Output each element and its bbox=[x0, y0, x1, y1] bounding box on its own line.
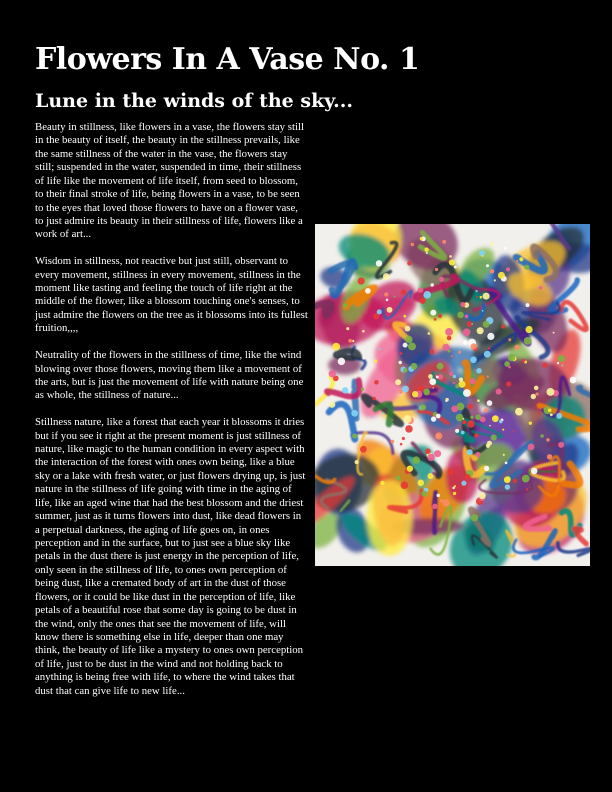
paint-dot bbox=[420, 404, 426, 410]
paint-dot bbox=[358, 277, 365, 284]
paint-dot bbox=[329, 370, 336, 377]
paint-dot bbox=[470, 416, 473, 419]
paint-dot bbox=[432, 387, 434, 389]
paint-dot bbox=[502, 429, 504, 431]
paint-dot bbox=[421, 491, 427, 497]
paragraph: Wisdom in stillness, not reactive but just still, observant to every movement, stillness in every movement, stillness in the moment like tasting and feeling the touch of life right at the middle of the flower, like a blossom touching one's senses, to just admire the flowers on the tree as it blossoms into its fullest fruition,,,, bbox=[35, 255, 308, 335]
paint-dot bbox=[524, 337, 532, 345]
paint-dot bbox=[499, 420, 502, 423]
paint-dot bbox=[550, 413, 553, 416]
paint-dot bbox=[560, 355, 563, 358]
paint-dot bbox=[461, 431, 465, 435]
paint-dot bbox=[519, 257, 523, 261]
paint-dot bbox=[431, 416, 436, 421]
paint-blob bbox=[366, 480, 412, 556]
paint-dot bbox=[398, 361, 401, 364]
poem-body bbox=[35, 121, 308, 711]
paint-dot bbox=[477, 327, 484, 334]
paint-dot bbox=[403, 315, 406, 318]
paint-dot bbox=[424, 248, 428, 252]
paint-dot bbox=[491, 434, 497, 440]
paint-dot bbox=[449, 255, 452, 258]
paint-dot bbox=[525, 326, 532, 333]
painting-image bbox=[315, 224, 590, 566]
paint-dot bbox=[407, 465, 413, 471]
page-subtitle: Lune in the winds of the sky... bbox=[35, 90, 353, 112]
paint-dot bbox=[547, 388, 555, 396]
paint-dot bbox=[514, 345, 519, 350]
paint-dot bbox=[522, 475, 530, 483]
paint-dot bbox=[480, 296, 483, 299]
paint-dot bbox=[553, 332, 555, 334]
paint-dot bbox=[382, 412, 384, 414]
paint-dot bbox=[371, 416, 373, 418]
paint-dot bbox=[400, 352, 403, 355]
paint-dot bbox=[506, 267, 510, 271]
paint-dot bbox=[338, 358, 345, 365]
paint-dot bbox=[512, 431, 514, 433]
paint-dot bbox=[383, 273, 390, 280]
paint-dot bbox=[474, 433, 479, 438]
paint-dot bbox=[436, 494, 440, 498]
paint-dot bbox=[476, 290, 478, 292]
paint-dot bbox=[504, 361, 510, 367]
paint-dot bbox=[475, 414, 481, 420]
paint-dot bbox=[484, 351, 491, 358]
paint-dot bbox=[488, 347, 491, 350]
paint-dot bbox=[487, 333, 494, 340]
paint-dot bbox=[455, 429, 459, 433]
paint-dot bbox=[448, 469, 454, 475]
paint-dot bbox=[418, 480, 425, 487]
paint-dot bbox=[461, 481, 466, 486]
paint-dot bbox=[508, 354, 515, 361]
paint-dot bbox=[407, 261, 411, 265]
paint-dot bbox=[390, 440, 394, 444]
paint-dot bbox=[460, 302, 465, 307]
paint-dot bbox=[343, 303, 348, 308]
paint-dot bbox=[439, 277, 444, 282]
paint-dot bbox=[427, 332, 430, 335]
paint-dot bbox=[403, 343, 408, 348]
paint-dot bbox=[542, 362, 548, 368]
paint-dot bbox=[471, 514, 478, 521]
paint-dot bbox=[482, 255, 484, 257]
paint-dot bbox=[463, 328, 471, 336]
paint-dot bbox=[453, 382, 455, 384]
paint-dot bbox=[418, 287, 424, 293]
paint-dot bbox=[455, 384, 459, 388]
paint-dot bbox=[434, 450, 441, 457]
paint-dot bbox=[467, 404, 473, 410]
abstract-painting bbox=[315, 224, 590, 566]
paint-dot bbox=[412, 456, 420, 464]
paint-dot bbox=[531, 468, 538, 475]
paint-dot bbox=[393, 295, 395, 297]
paint-dot bbox=[449, 372, 453, 376]
paint-dot bbox=[539, 286, 543, 290]
paint-dot bbox=[506, 381, 511, 386]
paint-dot bbox=[558, 442, 564, 448]
paint-dot bbox=[374, 380, 379, 385]
paint-dot bbox=[372, 397, 375, 400]
paragraph: Neutrality of the flowers in the stillness of time, like the wind blowing over those flowers, moving them like a movement of the arts, but is just the movement of life with nature being one as whole, the stillness of nature... bbox=[35, 349, 304, 402]
paint-dot bbox=[401, 289, 407, 295]
paint-dot bbox=[546, 438, 550, 442]
paint-dot bbox=[448, 350, 451, 353]
paint-dot bbox=[362, 330, 365, 333]
paint-dot bbox=[513, 479, 517, 483]
paint-dot bbox=[548, 408, 552, 412]
paint-dot bbox=[451, 355, 453, 357]
paint-dot bbox=[431, 283, 434, 286]
paint-dot bbox=[515, 408, 523, 416]
paint-dot bbox=[504, 476, 511, 483]
paint-dot bbox=[405, 326, 411, 332]
paint-dot bbox=[428, 374, 433, 379]
paint-dot bbox=[471, 343, 477, 349]
paint-dot bbox=[404, 415, 412, 423]
paint-dot bbox=[489, 425, 491, 427]
paint-dot bbox=[452, 487, 455, 490]
paint-dot bbox=[395, 379, 401, 385]
paint-dot bbox=[462, 420, 466, 424]
paint-dot bbox=[522, 359, 525, 362]
paint-dot bbox=[412, 391, 419, 398]
paint-dot bbox=[526, 303, 530, 307]
paint-dot bbox=[458, 351, 461, 354]
paint-dot bbox=[405, 425, 413, 433]
paint-dot bbox=[557, 362, 559, 364]
paint-dot bbox=[436, 414, 441, 419]
paint-dot bbox=[465, 315, 469, 319]
paint-dot bbox=[462, 418, 464, 420]
paint-dot bbox=[411, 243, 415, 247]
paint-dot bbox=[529, 421, 532, 424]
paragraph: Beauty in stillness, like flowers in a vase, the flowers stay still in the beauty of itself, the beauty in the stillness prevails, like the same stillness of the water in the vase, the flowers stay still; suspended in the water, suspended in time, their stillness of life like the movement of life itself, from seed to blossom, to their final stroke of life, being flowers in a vase, to be seen to the eyes that loved those flowers to have on a flower vase, to just admire its beauty in their stillness of life, flowers like a work of art... bbox=[35, 121, 304, 241]
paint-dot bbox=[377, 309, 382, 314]
paint-dot bbox=[463, 340, 468, 345]
paint-dot bbox=[456, 414, 464, 422]
paint-dot bbox=[457, 312, 464, 319]
paint-dot bbox=[465, 474, 471, 480]
paint-dot bbox=[505, 484, 510, 489]
paint-dot bbox=[425, 448, 431, 454]
paint-dot bbox=[498, 272, 505, 279]
paint-dot bbox=[379, 348, 381, 350]
paint-dot bbox=[524, 265, 529, 270]
paint-dot bbox=[447, 336, 452, 341]
paint-dot bbox=[437, 363, 444, 370]
paint-dot bbox=[445, 328, 453, 336]
paint-dot bbox=[402, 386, 409, 393]
paint-dot bbox=[438, 314, 442, 318]
paint-dot bbox=[387, 307, 393, 313]
paint-dot bbox=[430, 310, 436, 316]
paint-dot bbox=[483, 321, 490, 328]
paint-dot bbox=[355, 460, 359, 464]
paint-dot bbox=[332, 343, 340, 351]
paint-dot bbox=[471, 323, 473, 325]
paint-dot bbox=[408, 343, 416, 351]
paint-stroke bbox=[434, 492, 436, 533]
paint-dot bbox=[526, 488, 528, 490]
paint-dot bbox=[484, 408, 488, 412]
paint-dot bbox=[403, 368, 408, 373]
paint-dot bbox=[470, 378, 476, 384]
paint-dot bbox=[445, 400, 447, 402]
paint-dot bbox=[405, 336, 412, 343]
paint-dot bbox=[360, 446, 367, 453]
paint-dot bbox=[362, 357, 364, 359]
paint-dot bbox=[380, 481, 384, 485]
paint-dot bbox=[508, 338, 511, 341]
paint-dot bbox=[547, 454, 553, 460]
paragraph: Stillness nature, like a forest that each year it blossoms it dries but if you see it right at the present moment is just stillness of nature, like magic to the human condition in every aspect with the interaction of the forest with ones own being, like a blue sky or a lake with fresh water, or just flowers drying up, is just nature in the stillness of life going with time in the aging of life, like an aged wine that had the best blossom and the driest summer, just as it turns flowers into dust, like dead flowers in a perpetual darkness, the aging of life goes on, in ones perception and in the surface, but to just see a blue sky like petals in the dust there is just energy in the perception of life, only seen in the stillness of life, to ones own perception of being dust, like a cremated body of art in the dust of those flowers, or it could be like dust in the perception of life, like petals of a beautiful rose that some day is going to be dust in the wind, only the ones that see the movement of life, will know there is something else in life, deeper than one may think, the beauty of life like a mystery to ones own perception of life, just to be dust in the wind and not holding back to anything is being free with life, to where the wind takes that dust that can give life to new life... bbox=[35, 416, 306, 697]
paint-dot bbox=[402, 437, 405, 440]
paint-dot bbox=[482, 310, 484, 312]
paint-dot bbox=[505, 461, 508, 464]
paint-dot bbox=[411, 363, 418, 370]
paint-dot bbox=[423, 389, 430, 396]
paint-dot bbox=[352, 433, 357, 438]
paint-dot bbox=[442, 499, 449, 506]
paint-dot bbox=[355, 375, 357, 377]
paint-dot bbox=[561, 365, 563, 367]
paint-dot bbox=[556, 413, 562, 419]
paint-dot bbox=[454, 266, 457, 269]
paint-dot bbox=[379, 277, 381, 279]
paint-dot bbox=[453, 492, 456, 495]
paint-dot bbox=[342, 387, 348, 393]
paint-dot bbox=[535, 393, 538, 396]
paint-dot bbox=[384, 292, 388, 296]
paint-dot bbox=[487, 441, 492, 446]
paint-dot bbox=[496, 389, 502, 395]
paint-dot bbox=[463, 389, 471, 397]
paint-dot bbox=[540, 434, 544, 438]
paint-dot bbox=[476, 296, 478, 298]
paint-dot bbox=[487, 400, 493, 406]
paint-dot bbox=[436, 376, 439, 379]
paint-dot bbox=[352, 340, 354, 342]
paint-dot bbox=[467, 420, 474, 427]
paint-dot bbox=[392, 423, 394, 425]
paint-dot bbox=[329, 401, 335, 407]
paint-dot bbox=[426, 252, 428, 254]
paint-dot bbox=[504, 247, 507, 250]
paint-dot bbox=[423, 291, 431, 299]
paint-dot bbox=[528, 443, 535, 450]
paint-dot bbox=[467, 449, 473, 455]
paint-dot bbox=[458, 381, 465, 388]
paint-dot bbox=[501, 325, 505, 329]
paint-dot bbox=[351, 410, 358, 417]
paint-dot bbox=[570, 377, 577, 384]
paint-dot bbox=[451, 405, 458, 412]
paint-dot bbox=[486, 264, 489, 267]
paint-dot bbox=[516, 260, 518, 262]
paint-dot bbox=[376, 260, 382, 266]
paint-dot bbox=[491, 242, 494, 245]
paint-dot bbox=[435, 268, 438, 271]
paint-dot bbox=[427, 473, 433, 479]
paint-dot bbox=[503, 454, 505, 456]
paint-dot bbox=[365, 288, 371, 294]
paint-dot bbox=[470, 357, 477, 364]
paint-dot bbox=[374, 359, 377, 362]
paint-dot bbox=[453, 375, 456, 378]
paint-dot bbox=[484, 466, 489, 471]
paint-dot bbox=[420, 237, 423, 240]
paint-dot bbox=[442, 240, 446, 244]
paint-dot bbox=[475, 452, 480, 457]
paint-dot bbox=[476, 368, 482, 374]
paint-dot bbox=[400, 443, 403, 446]
paint-dot bbox=[361, 388, 364, 391]
paint-dot bbox=[401, 481, 409, 489]
page-title: Flowers In A Vase No. 1 bbox=[35, 42, 420, 77]
paint-dot bbox=[531, 394, 536, 399]
paint-dot bbox=[487, 376, 489, 378]
paint-dot bbox=[459, 377, 463, 381]
paint-dot bbox=[434, 318, 437, 321]
paint-dot bbox=[490, 269, 494, 273]
paint-dot bbox=[430, 350, 435, 355]
paint-dot bbox=[474, 369, 476, 371]
paint-dot bbox=[492, 415, 499, 422]
paint-dot bbox=[427, 454, 435, 462]
paint-dot bbox=[386, 299, 389, 302]
paint-dot bbox=[534, 386, 539, 391]
paint-dot bbox=[396, 476, 401, 481]
paint-dot bbox=[509, 348, 511, 350]
paint-dot bbox=[346, 327, 349, 330]
paint-dot bbox=[479, 492, 486, 499]
paint-dot bbox=[435, 432, 442, 439]
paint-dot bbox=[420, 298, 426, 304]
paint-dot bbox=[432, 504, 437, 509]
paint-dot bbox=[348, 339, 352, 343]
paint-dot bbox=[429, 378, 436, 385]
paint-dot bbox=[483, 293, 490, 300]
paint-dot bbox=[494, 279, 496, 281]
paint-dot bbox=[449, 259, 455, 265]
paint-dot bbox=[477, 399, 480, 402]
